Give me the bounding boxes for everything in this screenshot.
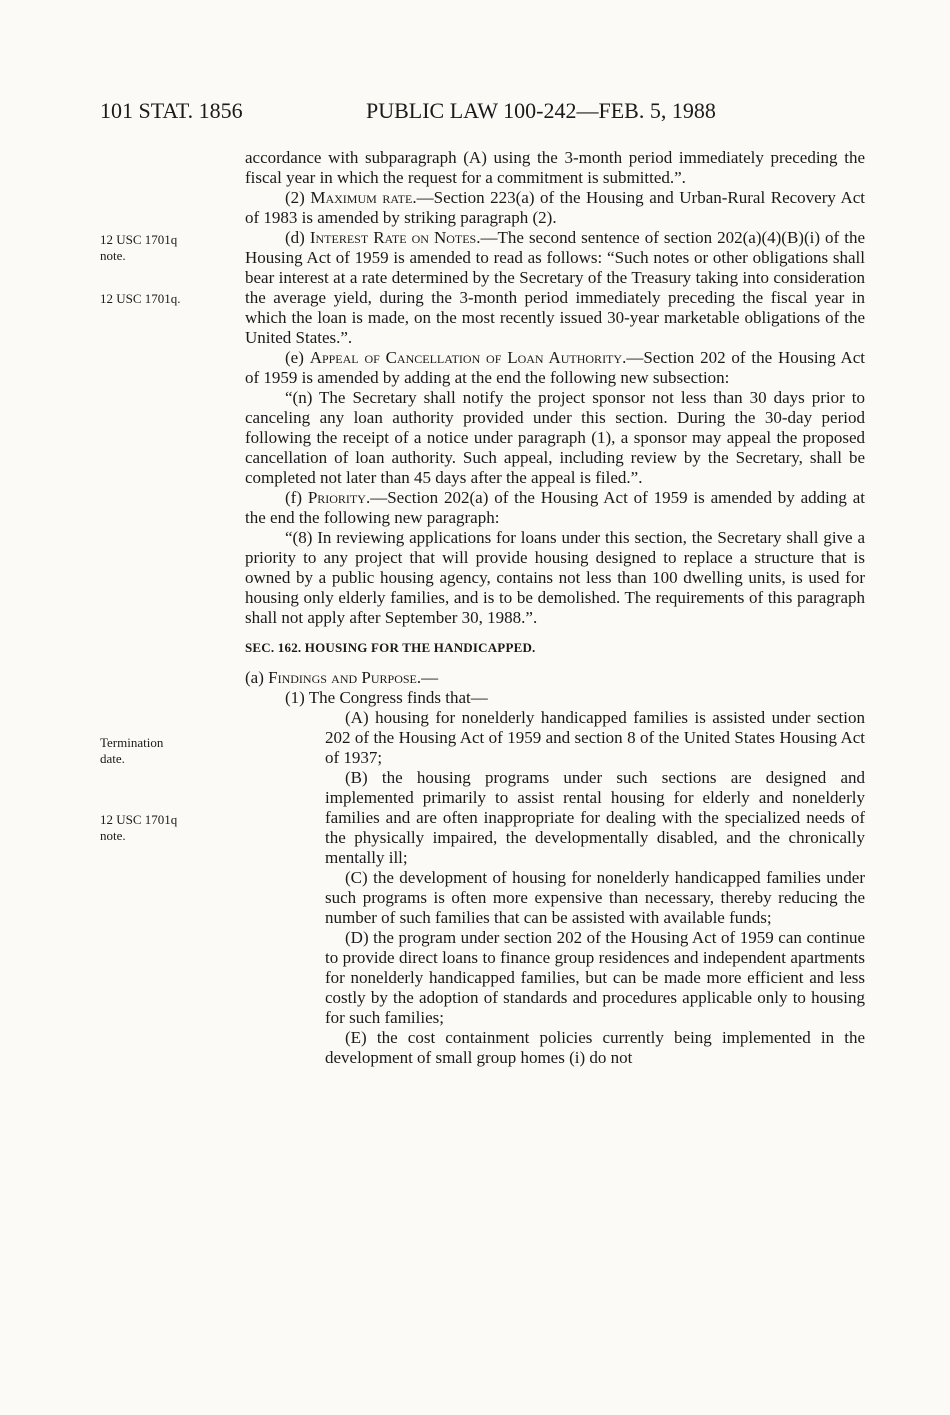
margin-note-line: 12 USC 1701q [100,232,178,247]
page-header [100,98,860,130]
margin-note-line: note. [100,248,126,263]
margin-note-line: Termination [100,735,164,750]
paragraph-text: .—Section 223(a) of the Housing and Urban-Rural Recovery Act of 1983 is amended by striking paragraph (2). [245,188,866,227]
paragraph-lead: (2) [285,188,311,207]
paragraph-maximum-rate [245,188,865,228]
public-law-reference: PUBLIC LAW 100-242—FEB. 5, 1988 [366,98,716,123]
paragraph-heading: Priority [307,488,366,507]
margin-note-3 [100,812,230,844]
paragraph-text: .—The second sentence of section 202(a)(4)(B)(i) of the Housing Act of 1959 is amended to read as follows: “Such notes or other obligations shall bear interest at a rate determined by the Secretary of the Treasury taking into consideration the average yield, during the 3-month period immediately preceding the fiscal year in which the loan is made, on the most recently issued 30-year marketable obligations of the United States.”. [245,228,865,347]
subparagraph-a: (A) housing for nonelderly handicapped families is assisted under section 202 of the Housing Act of 1959 and section 8 of the United States Housing Act of 1937; [325,708,865,767]
section-heading: SEC. 162. HOUSING FOR THE HANDICAPPED. [245,640,536,655]
stat-reference: 101 STAT. 1856 [100,98,243,123]
margin-note-line: 12 USC 1701q. [100,291,181,306]
paragraph-8: “(8) In reviewing applications for loans under this section, the Secretary shall give a priority to any project that will provide housing designed to replace a structure that is owned by a public housing agency, contains not less than 100 dwelling units, is used for housing only elderly families, and is to be demolished. The requirements of this paragraph shall not apply after September 30, 1988.”. [245,528,865,627]
body-text [245,148,865,1068]
margin-note-line: 12 USC 1701q [100,812,178,827]
margin-note-2 [100,291,230,307]
paragraph-text: .—Section 202 of the Housing Act of 1959 is amended by adding at the end the following new subsection: [245,348,865,387]
subparagraph-d: (D) the program under section 202 of the Housing Act of 1959 can continue to provide direct loans to finance group residences and independent apartments for nonelderly handicapped families, but can be made more efficient and less costly by the adoption of standards and procedures applicable only to housing for such families; [325,928,865,1027]
subparagraph-b: (B) the housing programs under such sections are designed and implemented primarily to assist rental housing for elderly and nonelderly families and are often inappropriate for dealing with the specialized needs of the physically impaired, the developmentally disabled, and the chronically mentally ill; [325,768,865,867]
margin-note-termination [100,735,230,767]
paragraph-lead: (d) [285,228,310,247]
margin-note-line: date. [100,751,125,766]
paragraph-findings [245,668,865,688]
paragraph-heading: Interest Rate on Notes [309,228,477,247]
paragraph-heading: Findings and Purpose [268,668,417,687]
margin-note-line: note. [100,828,126,843]
paragraph-interest-rate [245,228,865,348]
paragraph-appeal [245,348,865,388]
paragraph-lead: (a) [245,668,269,687]
paragraph-subsection-n: “(n) The Secretary shall notify the project sponsor not less than 30 days prior to canceling any loan authority provided under this section. During the 30-day period following the receipt of a notice under paragraph (1), a sponsor may appeal the proposed cancellation of loan authority. Such appeal, including review by the Secretary, shall be completed not later than 45 days after the appeal is filed.”. [245,388,865,487]
paragraph-heading: Maximum rate [310,188,413,207]
subparagraph-c: (C) the development of housing for nonelderly handicapped families under such programs is often more expensive than necessary, thereby reducing the number of such families that can be assisted with available funds; [325,868,865,927]
paragraph-congress-finds: (1) The Congress finds that— [285,688,488,707]
paragraph-lead: (e) [285,348,310,367]
paragraph-text: .— [416,668,439,687]
subparagraph-e: (E) the cost containment policies currently being implemented in the development of small group homes (i) do not [325,1028,865,1067]
paragraph-heading: Appeal of Cancellation of Loan Authority [309,348,623,367]
paragraph-lead: (f) [285,488,308,507]
margin-note-1 [100,232,230,264]
paragraph-priority [245,488,865,528]
paragraph-text: .—Section 202(a) of the Housing Act of 1959 is amended by adding at the end the following new paragraph: [245,488,865,527]
paragraph-continuation: accordance with subparagraph (A) using the 3-month period immediately preceding the fiscal year in which the request for a commitment is submitted.”. [245,148,865,187]
